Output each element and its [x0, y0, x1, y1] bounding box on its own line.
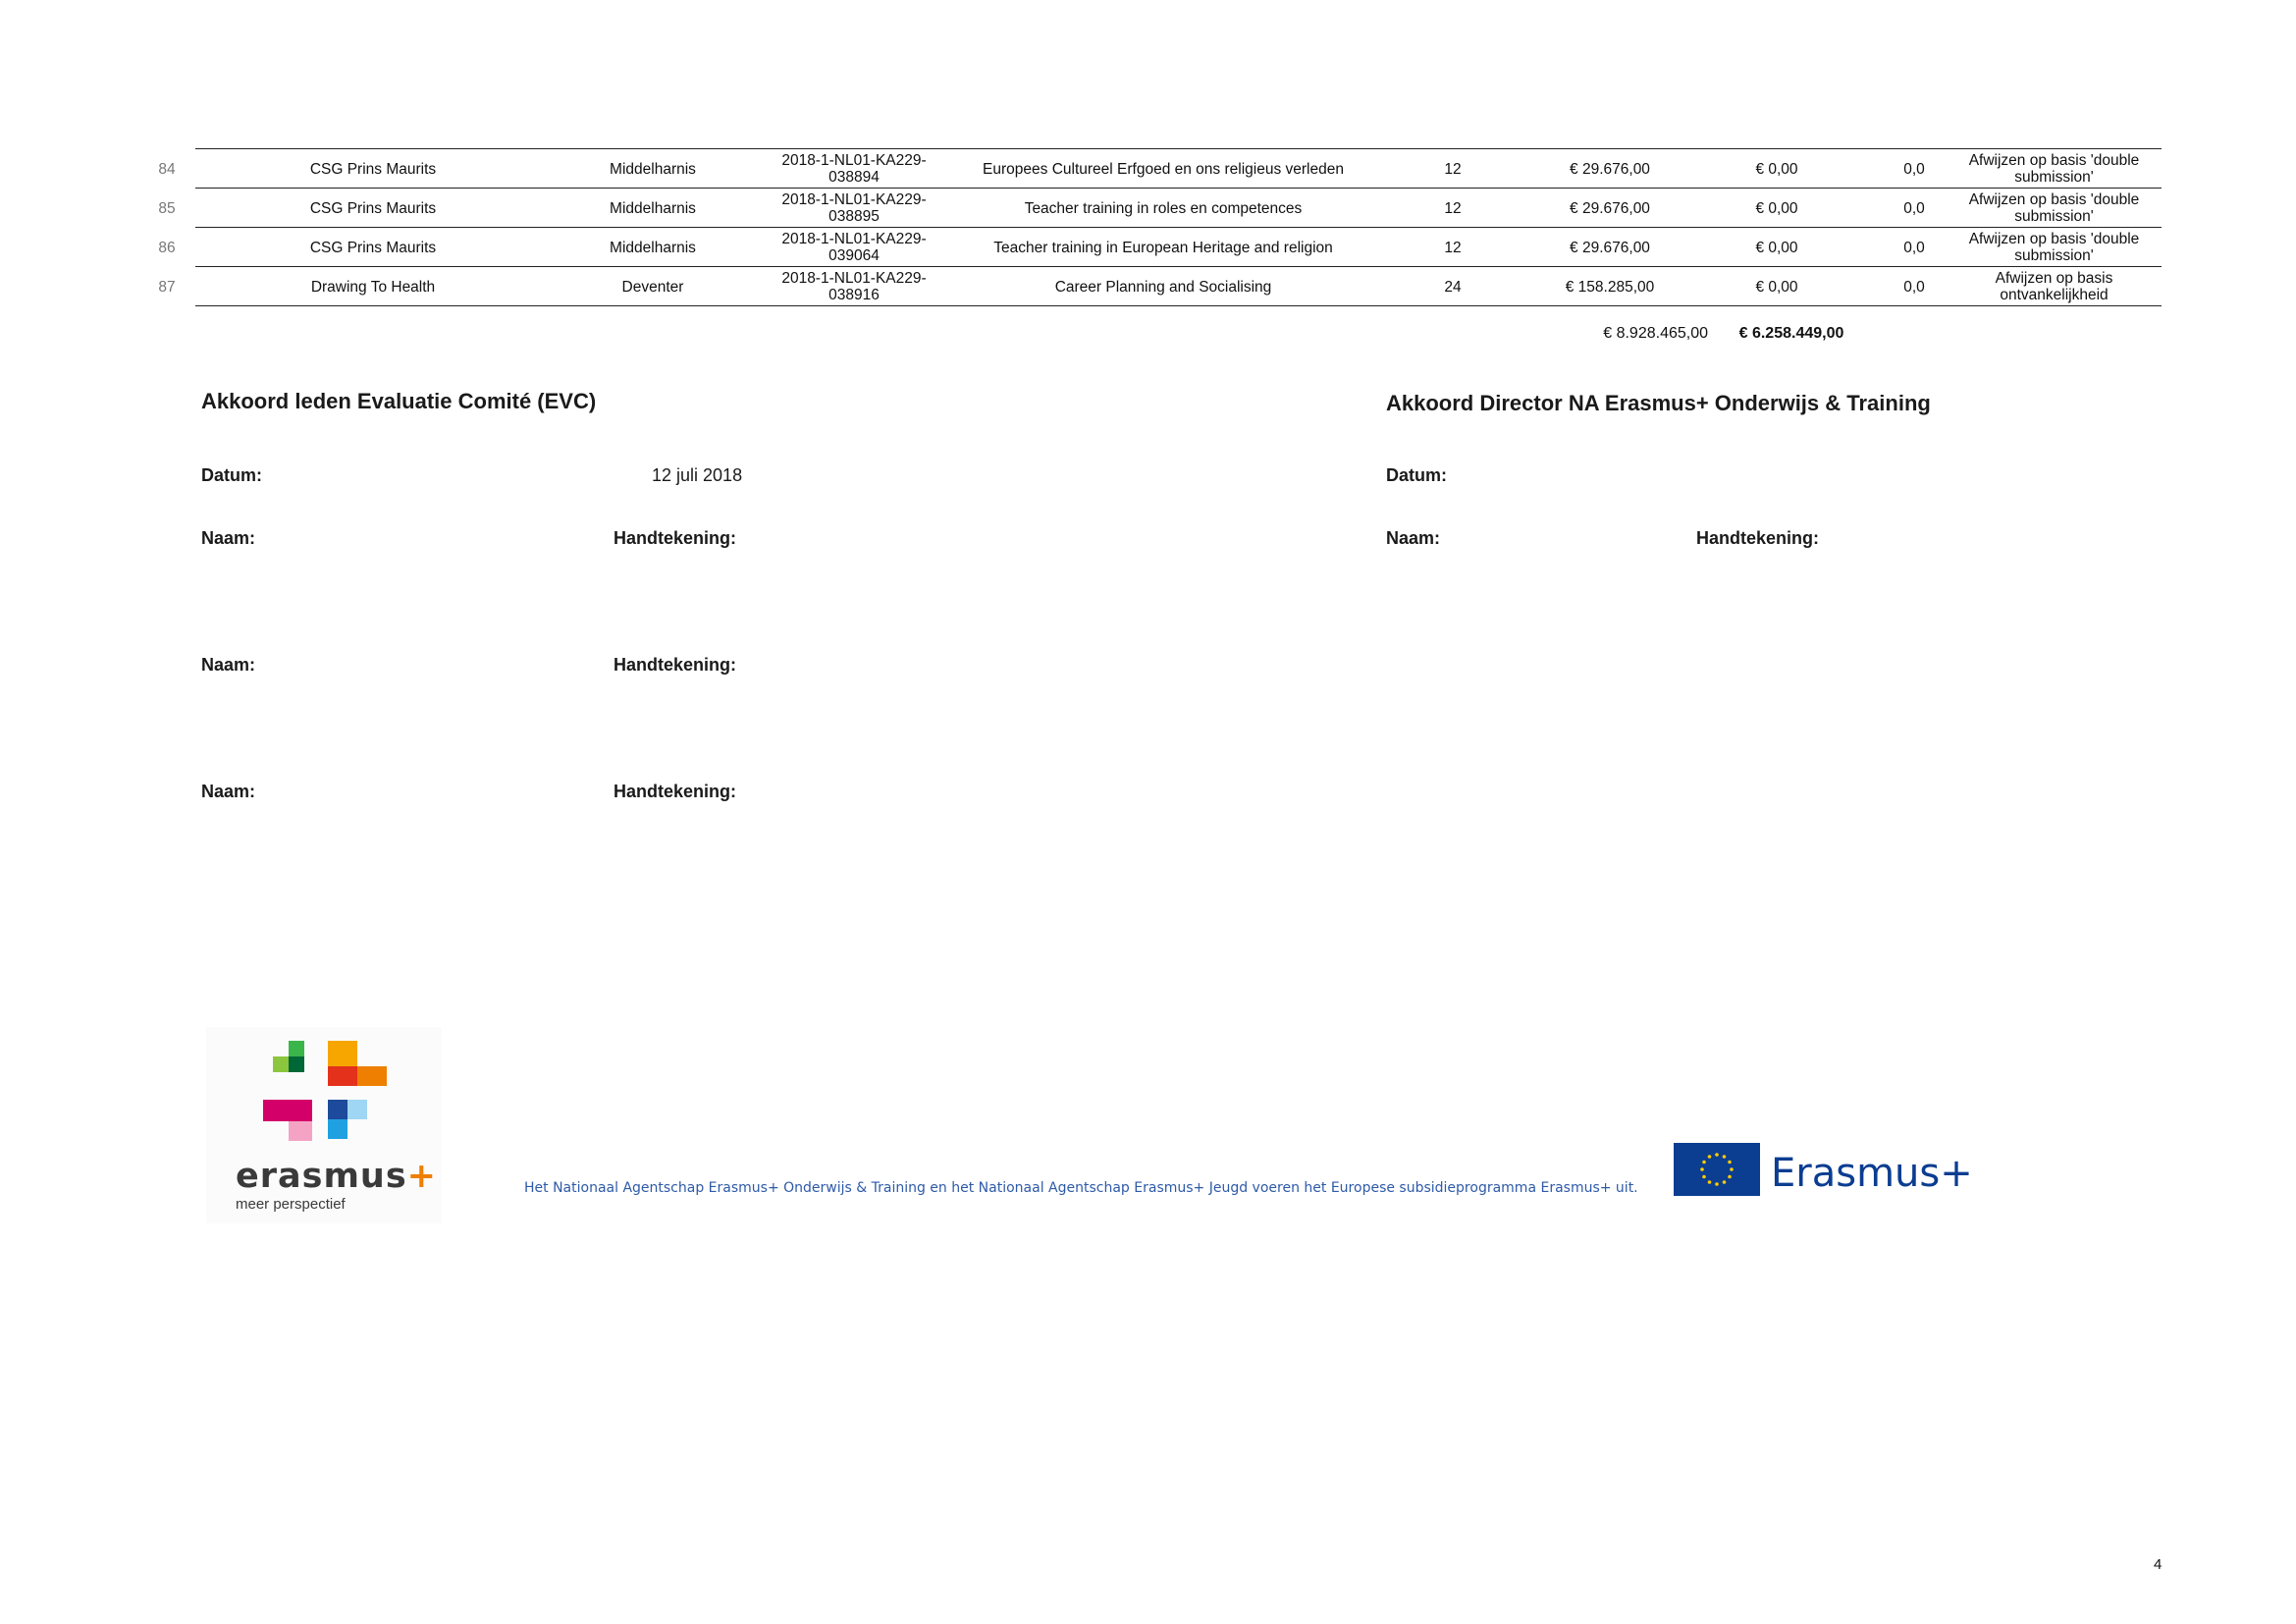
logo-plus-text: + — [406, 1157, 437, 1196]
participants-cell: 12 — [1444, 239, 1462, 256]
advice-cell: Afwijzen op basis 'double submission' — [1968, 152, 2140, 186]
evc-signature-label-2: Handtekening: — [614, 655, 737, 675]
institution-cell: CSG Prins Maurits — [309, 239, 437, 256]
total-requested: € 8.928.465,00 — [1603, 325, 1708, 342]
city-cell: Middelharnis — [610, 160, 696, 178]
logo-square-icon — [289, 1056, 304, 1072]
page-number: 4 — [2154, 1556, 2163, 1573]
table-row — [0, 267, 2296, 306]
participants-cell: 12 — [1444, 199, 1462, 217]
evc-signature-label-1: Handtekening: — [614, 528, 737, 548]
table-rule-bottom — [195, 305, 2162, 306]
institution-cell: Drawing To Health — [310, 278, 436, 296]
logo-square-icon — [328, 1100, 347, 1119]
granted-amount-cell: € 0,00 — [1755, 239, 1798, 256]
logo-square-icon — [328, 1066, 357, 1086]
evc-name-label-1: Naam: — [201, 528, 256, 548]
row-number: 86 — [158, 239, 176, 256]
eu-stars-icon — [1674, 1143, 1760, 1196]
participants-cell: 24 — [1444, 278, 1462, 296]
logo-square-icon — [347, 1100, 367, 1119]
score-cell: 0,0 — [1903, 239, 1925, 256]
project-title-cell: Career Planning and Socialising — [1054, 278, 1272, 296]
requested-amount-cell: € 29.676,00 — [1570, 239, 1650, 256]
institution-cell: CSG Prins Maurits — [309, 199, 437, 217]
logo-tagline: meer perspectief — [236, 1196, 346, 1213]
row-number: 84 — [158, 160, 176, 178]
requested-amount-cell: € 29.676,00 — [1570, 199, 1650, 217]
reference-cell: 2018-1-NL01-KA229- 038894 — [781, 152, 927, 186]
advice-cell: Afwijzen op basis ontvankelijkheid — [1995, 270, 2113, 303]
director-date-label: Datum: — [1386, 465, 1447, 485]
advice-cell: Afwijzen op basis 'double submission' — [1968, 231, 2140, 264]
project-title-cell: Teacher training in roles en competences — [1024, 199, 1303, 217]
granted-amount-cell: € 0,00 — [1755, 160, 1798, 178]
logo-square-icon — [328, 1041, 357, 1066]
advice-cell: Afwijzen op basis 'double submission' — [1968, 191, 2140, 225]
evc-date-value: 12 juli 2018 — [652, 465, 743, 485]
erasmus-plus-logo — [206, 1027, 442, 1223]
director-heading: Akkoord Director NA Erasmus+ Onderwijs & Training — [1386, 391, 1931, 415]
requested-amount-cell: € 29.676,00 — [1570, 160, 1650, 178]
table-row — [0, 228, 2296, 267]
total-granted: € 6.258.449,00 — [1738, 325, 1844, 342]
evc-heading: Akkoord leden Evaluatie Comité (EVC) — [201, 389, 597, 413]
evc-signature-label-3: Handtekening: — [614, 782, 737, 801]
evc-name-label-3: Naam: — [201, 782, 256, 801]
reference-cell: 2018-1-NL01-KA229- 038895 — [781, 191, 927, 225]
granted-amount-cell: € 0,00 — [1755, 199, 1798, 217]
logo-square-icon — [357, 1066, 387, 1086]
city-cell: Middelharnis — [610, 239, 696, 256]
project-title-cell: Europees Cultureel Erfgoed en ons religieus verleden — [983, 160, 1344, 178]
reference-cell: 2018-1-NL01-KA229- 038916 — [781, 270, 927, 303]
footer-statement: Het Nationaal Agentschap Erasmus+ Onderwijs & Training en het Nationaal Agentschap Erasmus+ Jeugd voeren het Europese subsidieprogramma Erasmus+ uit. — [524, 1180, 1638, 1196]
row-number: 87 — [158, 278, 176, 296]
logo-wordmark — [236, 1157, 437, 1196]
city-cell: Deventer — [621, 278, 684, 296]
logo-square-icon — [289, 1041, 304, 1056]
logo-word-text: erasmus — [236, 1157, 407, 1196]
institution-cell: CSG Prins Maurits — [309, 160, 437, 178]
score-cell: 0,0 — [1903, 199, 1925, 217]
logo-square-icon — [328, 1119, 347, 1139]
granted-amount-cell: € 0,00 — [1755, 278, 1798, 296]
logo-square-icon — [263, 1100, 312, 1121]
reference-cell: 2018-1-NL01-KA229- 039064 — [781, 231, 927, 264]
director-name-label: Naam: — [1386, 528, 1441, 548]
score-cell: 0,0 — [1903, 278, 1925, 296]
evc-date-label: Datum: — [201, 465, 262, 485]
table-row — [0, 189, 2296, 228]
city-cell: Middelharnis — [610, 199, 696, 217]
score-cell: 0,0 — [1903, 160, 1925, 178]
participants-cell: 12 — [1444, 160, 1462, 178]
director-signature-label: Handtekening: — [1696, 528, 1820, 548]
eu-erasmus-wordmark: Erasmus+ — [1771, 1151, 1973, 1196]
table-row — [0, 149, 2296, 189]
project-title-cell: Teacher training in European Heritage and religion — [993, 239, 1333, 256]
logo-square-icon — [289, 1121, 312, 1141]
logo-square-icon — [273, 1056, 289, 1072]
row-number: 85 — [158, 199, 176, 217]
evc-name-label-2: Naam: — [201, 655, 256, 675]
requested-amount-cell: € 158.285,00 — [1565, 278, 1655, 296]
eu-flag-icon — [1674, 1143, 1760, 1196]
